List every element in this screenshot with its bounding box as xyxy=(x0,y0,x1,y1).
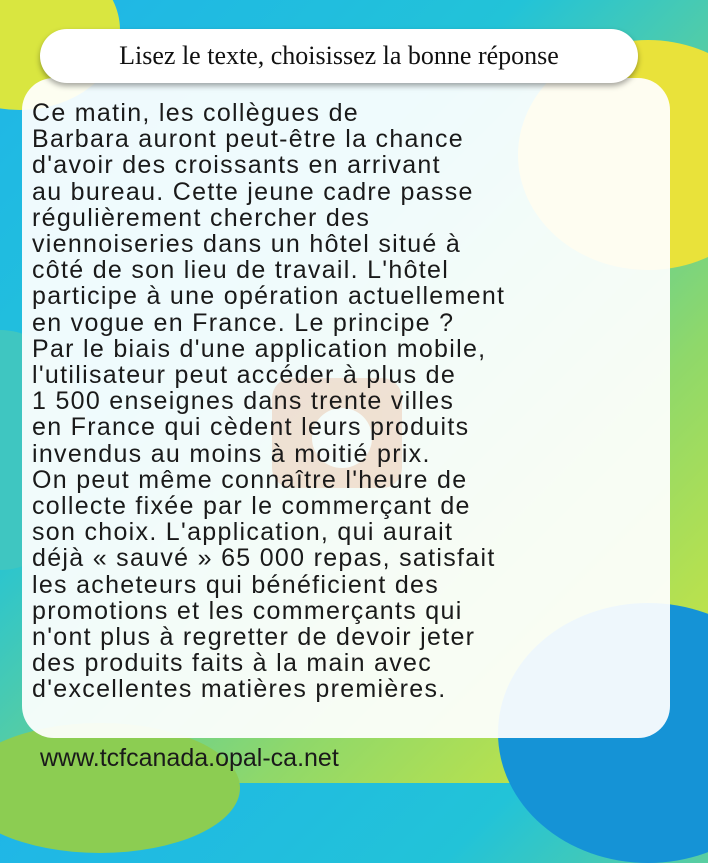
reading-passage-card xyxy=(22,78,670,738)
website-url: www.tcfcanada.opal-ca.net xyxy=(40,744,339,772)
background-shape xyxy=(0,723,240,853)
instruction-banner xyxy=(40,29,638,83)
instruction-title: Lisez le texte, choisissez la bonne réponse xyxy=(119,41,559,70)
reading-passage: Ce matin, les collègues de Barbara auront peut-être la chance d'avoir des croissants en arrivant au bureau. Cette jeune cadre passe régulièrement chercher des viennoiseries dans un hôtel situé à côté de son lieu de travail. L'hôtel participe à une opération actuellement en vogue en France. Le principe ? Par le biais d'une application mobile, l'utilisateur peut accéder à plus de 1 500 enseignes dans trente villes en France qui cèdent leurs produits invendus au moins à moitié prix. On peut même connaître l'heure de collecte fixée par le commerçant de son choix. L'application, qui aurait déjà « sauvé » 65 000 repas, satisfait les acheteurs qui bénéficient des promotions et les commerçants qui n'ont plus à regretter de devoir jeter des produits faits à la main avec d'excellentes matières premières. xyxy=(32,99,506,704)
